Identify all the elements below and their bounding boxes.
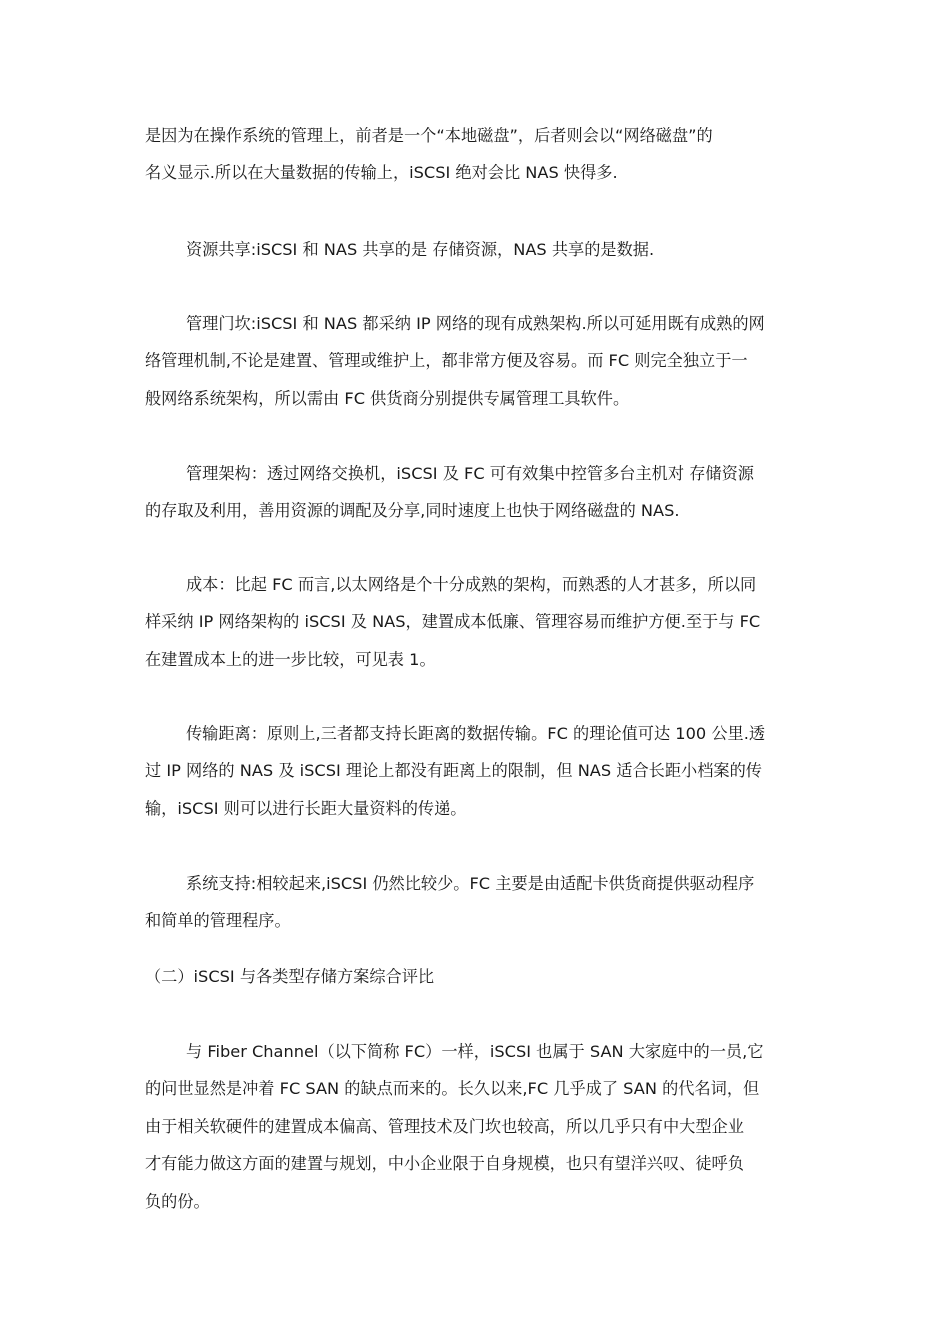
text-line: 与 Fiber Channel（以下简称 FC）一样，iSCSI 也属于 SAN 大家庭中的一员,它: [186, 1042, 764, 1061]
text-line: 才有能力做这方面的建置与规划，中小企业限于自身规模，也只有望洋兴叹、徒呼负: [145, 1154, 744, 1174]
paragraph-cost: [145, 566, 815, 678]
paragraph-management-threshold: [145, 305, 815, 417]
text-line: 资源共享:iSCSI 和 NAS 共享的是 存储资源，NAS 共享的是数据.: [186, 240, 655, 259]
paragraph-transmission-distance: [145, 715, 815, 827]
text-line: 络管理机制,不论是建置、管理或维护上，都非常方便及容易。而 FC 则完全独立于一: [145, 351, 748, 371]
text-line: 的问世显然是冲着 FC SAN 的缺点而来的。长久以来,FC 几乎成了 SAN 的代名词，但: [145, 1079, 760, 1099]
paragraph-resource-sharing: [145, 231, 815, 268]
paragraph-management-architecture: [145, 455, 815, 530]
text-line: 传输距离：原则上,三者都支持长距离的数据传输。FC 的理论值可达 100 公里.透: [186, 724, 766, 743]
text-line: 负的份。: [145, 1191, 210, 1211]
text-line: 管理门坎:iSCSI 和 NAS 都采纳 IP 网络的现有成熟架构.所以可延用既有成熟的网: [186, 314, 765, 333]
text-line: 输，iSCSI 则可以进行长距大量资料的传递。: [145, 798, 467, 818]
text-line: 系统支持:相较起来,iSCSI 仍然比较少。FC 主要是由适配卡供货商提供驱动程序: [186, 874, 755, 893]
paragraph-continuation: [145, 117, 815, 192]
text-line: 成本：比起 FC 而言,以太网络是个十分成熟的架构，而熟悉的人才甚多，所以同: [186, 575, 757, 594]
paragraph-fiber-channel: [145, 1033, 815, 1220]
text-line: 样采纳 IP 网络架构的 iSCSI 及 NAS，建置成本低廉、管理容易而维护方便.至于与 FC: [145, 612, 761, 632]
text-line: 在建置成本上的进一步比较，可见表 1。: [145, 649, 436, 669]
text-line: 由于相关软硬件的建置成本偏高、管理技术及门坎也较高，所以几乎只有中大型企业: [145, 1116, 744, 1136]
text-line: 和简单的管理程序。: [145, 911, 291, 931]
text-line: 般网络系统架构，所以需由 FC 供货商分别提供专属管理工具软件。: [145, 388, 630, 408]
heading-line: （二）iSCSI 与各类型存储方案综合评比: [145, 967, 435, 986]
text-line: 过 IP 网络的 NAS 及 iSCSI 理论上都没有距离上的限制，但 NAS 适合长距小档案的传: [145, 761, 762, 781]
text-line: 名义显示.所以在大量数据的传输上，iSCSI 绝对会比 NAS 快得多.: [145, 163, 618, 183]
text-line: 是因为在操作系统的管理上，前者是一个“本地磁盘”，后者则会以“网络磁盘”的: [145, 126, 713, 145]
text-line: 的存取及利用，善用资源的调配及分享,同时速度上也快于网络磁盘的 NAS.: [145, 501, 680, 521]
text-line: 管理架构：透过网络交换机，iSCSI 及 FC 可有效集中控管多台主机对 存储资源: [186, 464, 754, 483]
paragraph-system-support: [145, 865, 815, 940]
section-heading: [145, 958, 815, 995]
